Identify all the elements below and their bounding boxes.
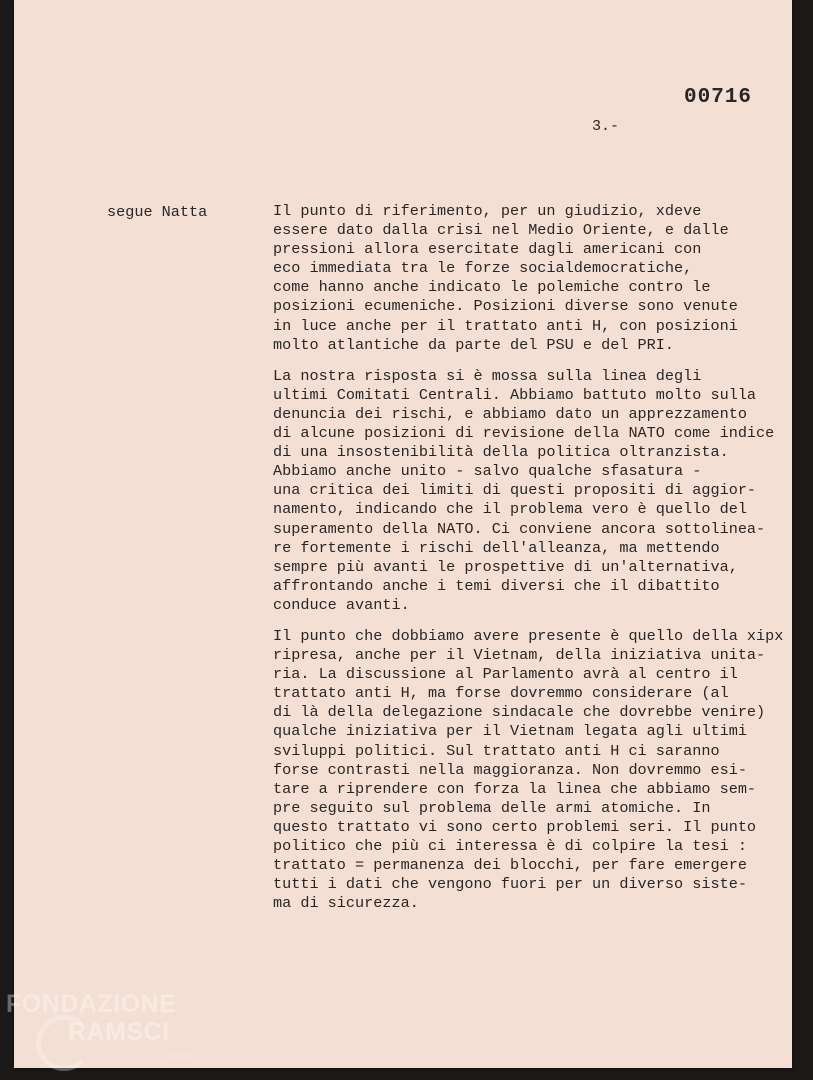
text-line: re fortemente i rischi dell'alleanza, ma mettendo <box>273 538 720 557</box>
text-line: affrontando anche i temi diversi che il dibattito <box>273 576 720 595</box>
text-line: molto atlantiche da parte del PSU e del PRI. <box>273 335 675 354</box>
paragraph-3 <box>273 627 813 913</box>
watermark-line2: RAMSCI <box>68 1018 170 1046</box>
text-line: Abbiamo anche unito - salvo qualche sfasatura - <box>273 462 702 481</box>
watermark-small: ONLUS <box>168 1052 196 1061</box>
text-line: sviluppi politici. Sul trattato anti H ci saranno <box>273 741 720 760</box>
text-line: superamento della NATO. Ci conviene ancora sottolinea- <box>273 519 766 538</box>
document-number: 00716 <box>684 86 753 109</box>
text-line: namento, indicando che il problema vero è quello del <box>273 500 747 519</box>
page-number: 3.- <box>592 118 620 135</box>
speaker-label: segue Natta <box>107 203 208 221</box>
text-line: tutti i dati che vengono fuori per un diverso siste- <box>273 875 747 894</box>
fondazione-gramsci-watermark <box>6 990 206 1070</box>
text-line: essere dato dalla crisi nel Medio Oriente, e dalle <box>273 221 729 240</box>
text-line: trattato anti H, ma forse dovremmo considerare (al <box>273 684 729 703</box>
text-line: denuncia dei rischi, e abbiamo dato un apprezzamento <box>273 404 747 423</box>
text-line: tare a riprendere con forza la linea che abbiamo sem- <box>273 779 757 798</box>
text-line: La nostra risposta si è mossa sulla linea degli <box>273 366 702 385</box>
watermark-line1: FONDAZIONE <box>6 990 177 1018</box>
text-line: qualche iniziativa per il Vietnam legata agli ultimi <box>273 722 747 741</box>
text-line: ultimi Comitati Centrali. Abbiamo battuto molto sulla <box>273 385 757 404</box>
text-line: forse contrasti nella maggioranza. Non dovremmo esi- <box>273 760 747 779</box>
body-text <box>273 202 813 925</box>
document-page <box>14 0 792 1068</box>
text-line: Il punto che dobbiamo avere presente è quello della xipx <box>273 626 784 645</box>
text-line: ma di sicurezza. <box>273 894 419 913</box>
text-line: posizioni ecumeniche. Posizioni diverse sono venute <box>273 297 738 316</box>
text-line: come hanno anche indicato le polemiche contro le <box>273 278 711 297</box>
text-line: politico che più ci interessa è di colpire la tesi : <box>273 837 747 855</box>
text-line: ria. La discussione al Parlamento avrà al centro il <box>273 665 738 684</box>
text-line: in luce anche per il trattato anti H, con posizioni <box>273 316 738 335</box>
text-line: di alcune posizioni di revisione della NATO come indice <box>273 424 775 443</box>
paragraph-2 <box>273 367 813 615</box>
text-line: sempre più avanti le prospettive di un'alternativa, <box>273 557 738 576</box>
text-line: pre seguito sul problema delle armi atomiche. In <box>273 798 711 817</box>
text-line: una critica dei limiti di questi propositi di aggior- <box>273 481 757 500</box>
text-line: questo trattato vi sono certo problemi seri. Il punto <box>273 817 757 836</box>
text-line: Il punto di riferimento, per un giudizio, xdeve <box>273 202 702 220</box>
text-line: eco immediata tra le forze socialdemocratiche, <box>273 259 693 278</box>
paragraph-1 <box>273 202 813 355</box>
text-line: di là della delegazione sindacale che dovrebbe venire) <box>273 703 766 722</box>
text-line: di una insostenibilità della politica oltranzista. <box>273 443 729 462</box>
text-line: pressioni allora esercitate dagli americani con <box>273 240 702 259</box>
text-line: trattato = permanenza dei blocchi, per fare emergere <box>273 856 747 875</box>
text-line: conduce avanti. <box>273 595 410 614</box>
text-line: ripresa, anche per il Vietnam, della iniziativa unita- <box>273 646 766 665</box>
